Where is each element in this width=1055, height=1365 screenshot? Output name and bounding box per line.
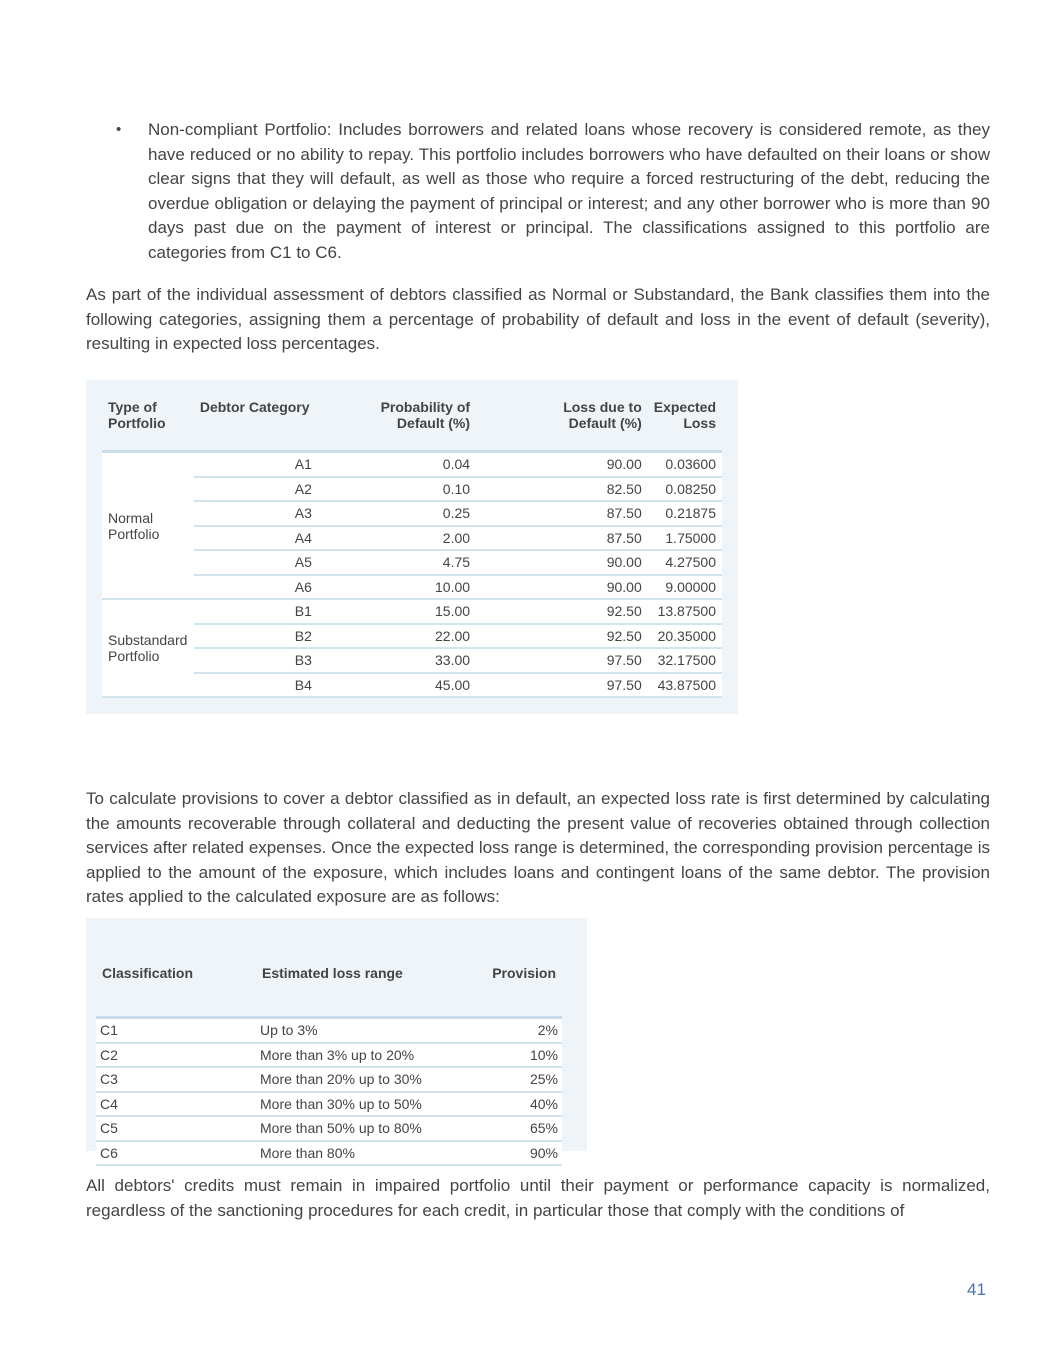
table-row [96, 1018, 562, 1043]
loss-range-cell: More than 30% up to 50% [256, 1092, 468, 1117]
provision-table-box [86, 918, 587, 1161]
classification-cell: C5 [96, 1116, 256, 1141]
header-provision: Provision [468, 954, 562, 1018]
probability-cell: 0.10 [318, 477, 476, 502]
probability-cell: 45.00 [318, 673, 476, 698]
debtor-category-cell: A5 [194, 550, 318, 575]
loss-cell: 92.50 [476, 624, 648, 649]
probability-cell: 22.00 [318, 624, 476, 649]
paragraph-individual-assessment: As part of the individual assessment of debtors classified as Normal or Substandard, the Bank classifies them into the following categories, assigning them a percentage of probability of default and loss in the event of default (severity), resulting in expected loss percentages. [86, 285, 990, 353]
probability-cell: 10.00 [318, 575, 476, 600]
header-probability-of-default: Probability of Default (%) [318, 400, 476, 452]
provision-cell: 25% [468, 1067, 562, 1092]
expected-loss-cell: 0.08250 [648, 477, 722, 502]
debtor-category-cell: A1 [194, 452, 318, 477]
header-loss-due-to-default: Loss due to Default (%) [476, 400, 648, 452]
table-row [102, 599, 722, 624]
loss-cell: 90.00 [476, 550, 648, 575]
classification-cell: C3 [96, 1067, 256, 1092]
table-row [102, 477, 722, 502]
table-row [102, 501, 722, 526]
provision-table [96, 954, 562, 1166]
probability-cell: 0.25 [318, 501, 476, 526]
loss-cell: 90.00 [476, 575, 648, 600]
paragraph-provisions: To calculate provisions to cover a debtor classified as in default, an expected loss rate is first determined by calculating the amounts recoverable through collateral and deducting the present value of recoveries obtained through collection services after related expenses. Once the expected loss range is determined, the corresponding provision percentage is applied to the amount of the exposure, which includes loans and contingent loans of the same debtor. The provision rates applied to the calculated exposure are as follows: [86, 789, 990, 906]
debtor-category-table [102, 400, 722, 698]
loss-range-cell: More than 50% up to 80% [256, 1116, 468, 1141]
loss-cell: 82.50 [476, 477, 648, 502]
expected-loss-cell: 4.27500 [648, 550, 722, 575]
header-type-of-portfolio: Type of Portfolio [102, 400, 194, 452]
portfolio-type-cell: Substandard Portfolio [102, 599, 194, 697]
table-row [96, 1067, 562, 1092]
paragraph-impaired-portfolio: All debtors' credits must remain in impaired portfolio until their payment or performance capacity is normalized, regardless of the sanctioning procedures for each credit, in particular those that comply with the conditions of [86, 1176, 990, 1220]
loss-cell: 87.50 [476, 526, 648, 551]
debtor-category-table-box [86, 380, 738, 714]
classification-cell: C4 [96, 1092, 256, 1117]
probability-cell: 4.75 [318, 550, 476, 575]
header-classification: Classification [96, 954, 256, 1018]
table-row [96, 1043, 562, 1068]
debtor-category-cell: A6 [194, 575, 318, 600]
table-row [102, 624, 722, 649]
table-row [96, 1141, 562, 1166]
header-debtor-category: Debtor Category [194, 400, 318, 452]
loss-cell: 92.50 [476, 599, 648, 624]
debtor-category-cell: B3 [194, 648, 318, 673]
table-row [102, 648, 722, 673]
probability-cell: 2.00 [318, 526, 476, 551]
expected-loss-cell: 0.03600 [648, 452, 722, 477]
provision-cell: 90% [468, 1141, 562, 1166]
table-row [102, 575, 722, 600]
loss-range-cell: Up to 3% [256, 1018, 468, 1043]
table-row [102, 526, 722, 551]
table-row [96, 1092, 562, 1117]
header-estimated-loss-range: Estimated loss range [256, 954, 468, 1018]
debtor-category-cell: B4 [194, 673, 318, 698]
expected-loss-cell: 9.00000 [648, 575, 722, 600]
expected-loss-cell: 43.87500 [648, 673, 722, 698]
loss-cell: 87.50 [476, 501, 648, 526]
table-row [102, 550, 722, 575]
expected-loss-cell: 0.21875 [648, 501, 722, 526]
debtor-category-cell: B1 [194, 599, 318, 624]
provision-cell: 40% [468, 1092, 562, 1117]
table-row [102, 673, 722, 698]
expected-loss-cell: 20.35000 [648, 624, 722, 649]
loss-cell: 97.50 [476, 648, 648, 673]
loss-range-cell: More than 20% up to 30% [256, 1067, 468, 1092]
table-row [96, 1116, 562, 1141]
header-expected-loss: Expected Loss [648, 400, 722, 452]
loss-range-cell: More than 3% up to 20% [256, 1043, 468, 1068]
expected-loss-cell: 13.87500 [648, 599, 722, 624]
table-row [102, 452, 722, 477]
classification-cell: C2 [96, 1043, 256, 1068]
provision-cell: 65% [468, 1116, 562, 1141]
loss-range-cell: More than 80% [256, 1141, 468, 1166]
debtor-category-cell: A2 [194, 477, 318, 502]
portfolio-type-cell: Normal Portfolio [102, 452, 194, 600]
classification-cell: C1 [96, 1018, 256, 1043]
loss-cell: 90.00 [476, 452, 648, 477]
debtor-category-cell: A4 [194, 526, 318, 551]
debtor-category-cell: A3 [194, 501, 318, 526]
page-number: 41 [967, 1280, 986, 1299]
probability-cell: 15.00 [318, 599, 476, 624]
debtor-category-cell: B2 [194, 624, 318, 649]
expected-loss-cell: 1.75000 [648, 526, 722, 551]
probability-cell: 0.04 [318, 452, 476, 477]
provision-cell: 10% [468, 1043, 562, 1068]
provision-cell: 2% [468, 1018, 562, 1043]
loss-cell: 97.50 [476, 673, 648, 698]
probability-cell: 33.00 [318, 648, 476, 673]
bullet-icon: • [116, 121, 122, 138]
classification-cell: C6 [96, 1141, 256, 1166]
bullet-non-compliant-portfolio: Non-compliant Portfolio: Includes borrowers and related loans whose recovery is considered remote, as they have reduced or no ability to repay. This portfolio includes borrowers who have defaulted on their loans or show clear signs that they will default, as well as those who require a forced restructuring of the debt, reducing the overdue obligation or delaying the payment of principal or interest; and any other borrower who is more than 90 days past due on the payment of interest or principal. The classifications assigned to this portfolio are categories from C1 to C6. [148, 120, 990, 262]
expected-loss-cell: 32.17500 [648, 648, 722, 673]
